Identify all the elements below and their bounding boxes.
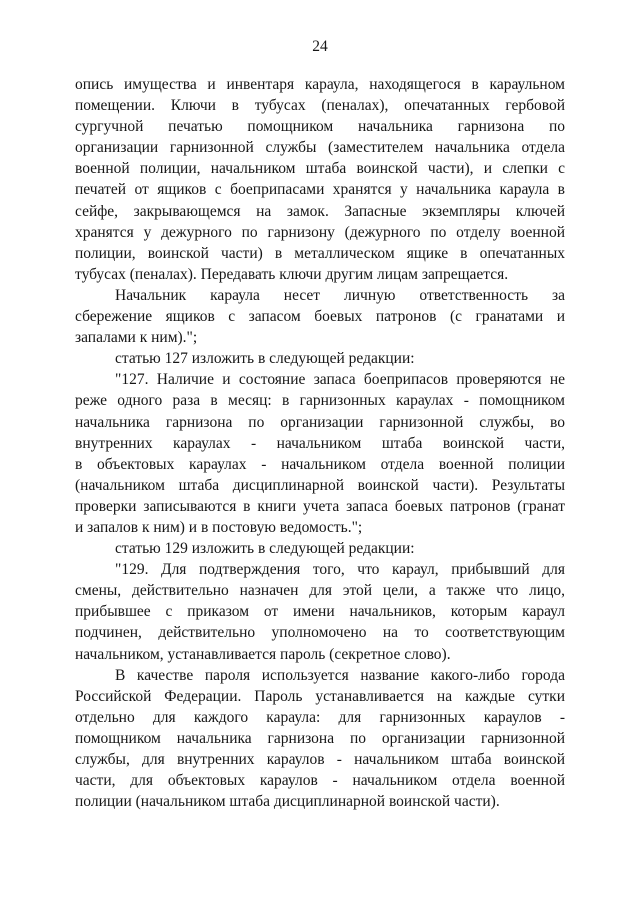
text-line: хранятся у дежурного по гарнизону (дежурного по отделу военной bbox=[75, 223, 565, 241]
text-line: помощником начальника гарнизона по организации гарнизонной bbox=[75, 729, 565, 747]
text-line: полиции, воинской части) в металлическом ящике в опечатанных bbox=[75, 244, 565, 262]
text-line: организации гарнизонной службы (заместителем начальника отдела bbox=[75, 139, 565, 157]
text-line: в объектовых караулах - начальником отдела военной полиции bbox=[75, 455, 565, 473]
text-line: "127. Наличие и состояние запаса боеприпасов проверяются не bbox=[115, 371, 565, 389]
text-line: статью 129 изложить в следующей редакции: bbox=[115, 540, 415, 558]
text-line: сургучной печатью помощником начальника гарнизона по bbox=[75, 118, 565, 136]
text-line: полиции (начальником штаба дисциплинарной воинской части). bbox=[75, 793, 500, 811]
text-line: подчинен, действительно уполномочено на то соответствующим bbox=[75, 624, 565, 642]
text-line: смены, действительно назначен для этой цели, а также что лицо, bbox=[75, 582, 565, 600]
text-line: (начальником штаба дисциплинарной воинской части). Результаты bbox=[75, 476, 565, 494]
text-line: Начальник караула несет личную ответственность за bbox=[115, 286, 565, 304]
text-line: службы, для внутренних караулов - начальником штаба воинской bbox=[75, 751, 565, 768]
text-line: отдельно для каждого караула: для гарнизонных караулов - bbox=[75, 708, 565, 726]
text-line: внутренних караулах - начальником штаба воинской части, bbox=[75, 434, 565, 452]
text-line: проверки записываются в книги учета запаса боевых патронов (гранат bbox=[75, 497, 565, 515]
page-number: 24 bbox=[312, 38, 328, 55]
text-line: сейфе, закрывающемся на замок. Запасные экземпляры ключей bbox=[75, 202, 565, 220]
text-line: части, для объектовых караулов - начальником отдела военной bbox=[75, 772, 565, 790]
text-line: печатей от ящиков с боеприпасами хранятся у начальника караула в bbox=[75, 181, 565, 199]
text-line: военной полиции, начальником штаба воинской части), и слепки с bbox=[75, 160, 565, 178]
text-line: прибывшее с приказом от имени начальников, которым караул bbox=[75, 603, 565, 621]
text-line: начальника гарнизона по организации гарнизонной службы, во bbox=[75, 413, 565, 431]
text-line: Российской Федерации. Пароль устанавливается на каждые сутки bbox=[75, 687, 565, 705]
text-line: и запалов к ним) и в постовую ведомость."; bbox=[75, 518, 363, 536]
text-line: В качестве пароля используется название какого-либо города bbox=[115, 666, 565, 684]
document-body bbox=[75, 74, 565, 812]
text-line: реже одного раза в месяц: в гарнизонных караулах - помощником bbox=[75, 392, 565, 410]
text-line: сбережение ящиков с запасом боевых патронов (с гранатами и bbox=[75, 308, 565, 326]
text-line: "129. Для подтверждения того, что караул, прибывший для bbox=[115, 561, 565, 579]
text-line: статью 127 изложить в следующей редакции: bbox=[115, 350, 415, 368]
text-line: опись имущества и инвентаря караула, находящегося в караульном bbox=[75, 76, 565, 93]
text-line: начальником, устанавливается пароль (секретное слово). bbox=[75, 645, 451, 663]
text-line: запалами к ним)."; bbox=[75, 329, 198, 347]
text-line: тубусах (пеналах). Передавать ключи другим лицам запрещается. bbox=[75, 265, 509, 283]
text-line: помещении. Ключи в тубусах (пеналах), опечатанных гербовой bbox=[75, 97, 565, 115]
